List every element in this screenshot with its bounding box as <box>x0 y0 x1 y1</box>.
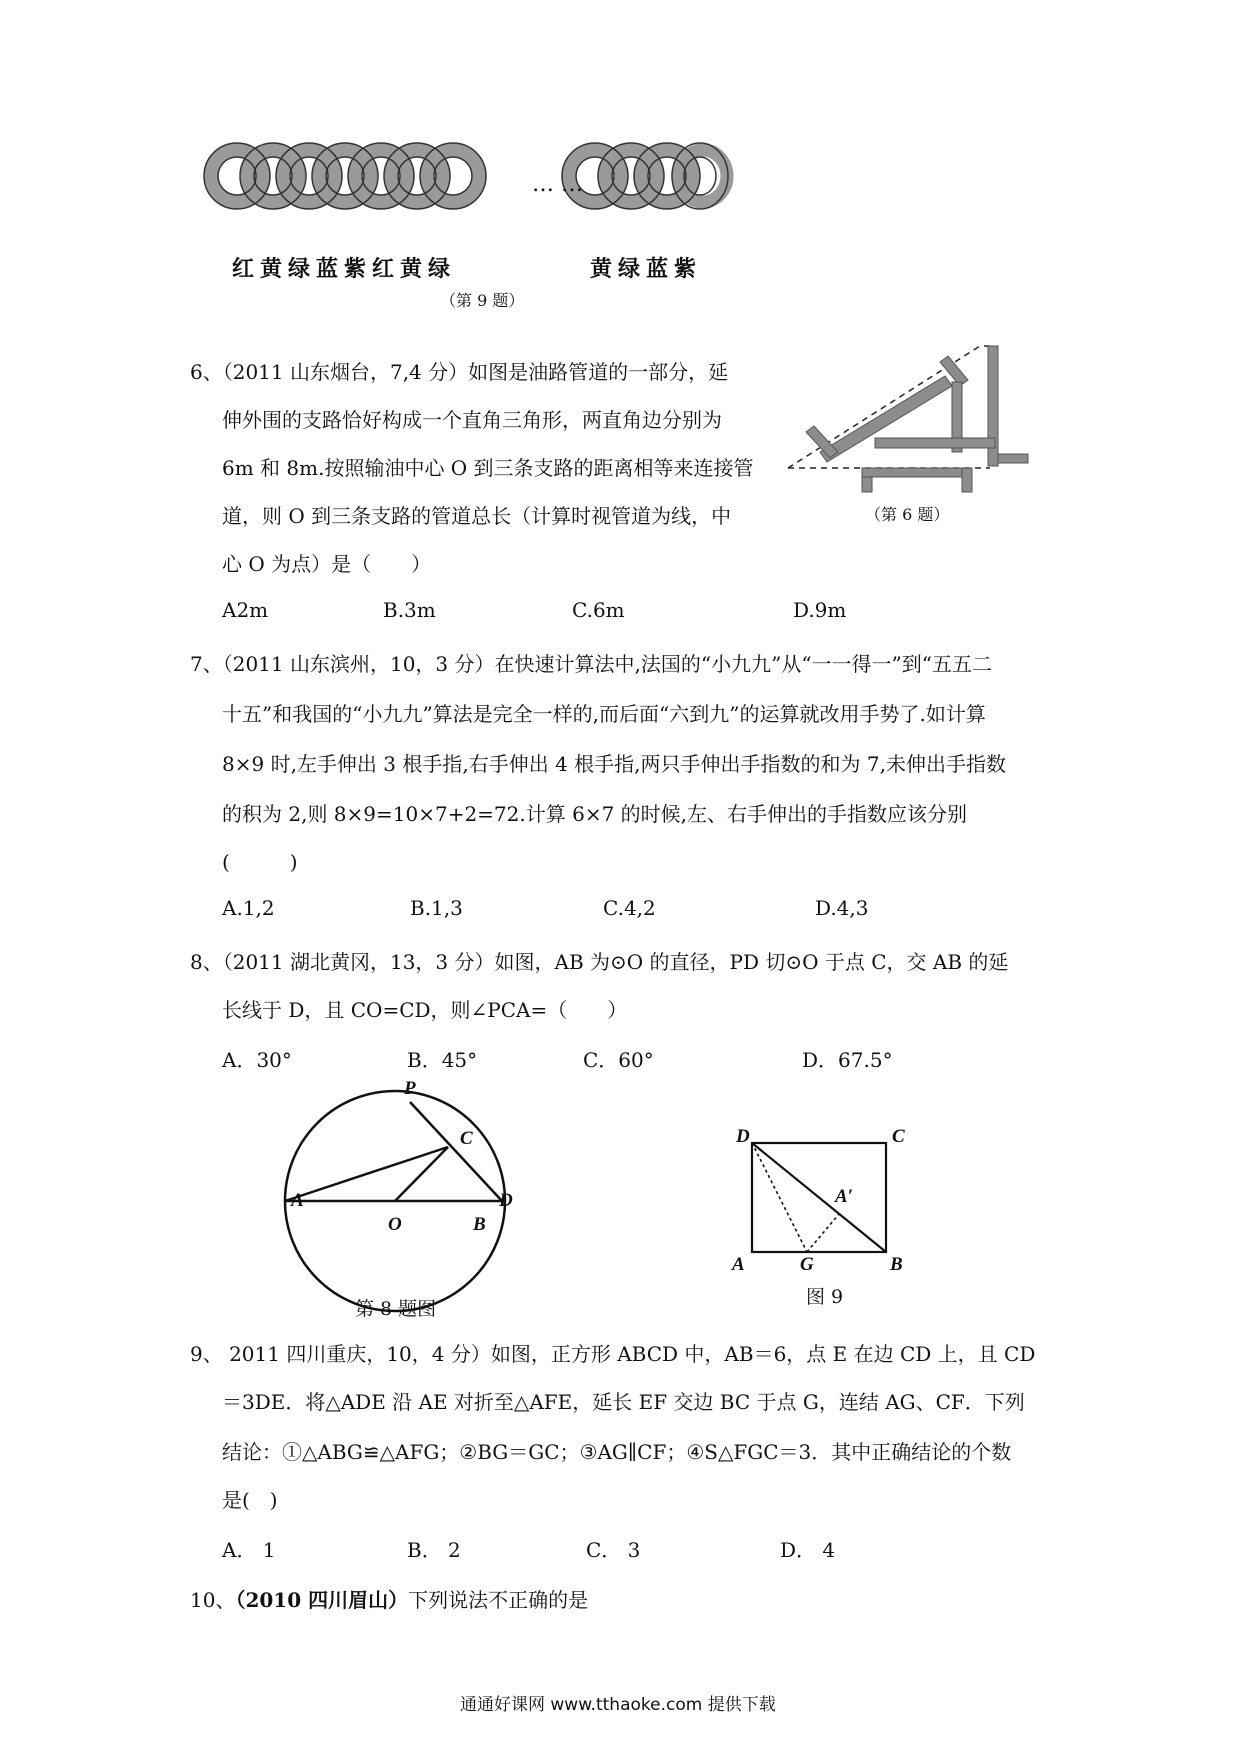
fig9-caption: 图 9 <box>806 1286 844 1308</box>
rings-dots: … … <box>532 172 583 197</box>
rings-figure <box>200 140 730 220</box>
q9-option-c: C． 3 <box>586 1538 641 1562</box>
q8-option-b: B．45° <box>407 1048 478 1072</box>
fig9-label-a: A <box>732 1254 745 1275</box>
pipeline-figure <box>780 340 1040 524</box>
q9-option-b: B． 2 <box>407 1538 461 1562</box>
q8-option-a: A．30° <box>222 1048 292 1072</box>
q9-option-d: D． 4 <box>780 1538 836 1562</box>
fig8-label-c: C <box>460 1128 473 1149</box>
q9-option-a: A． 1 <box>222 1538 276 1562</box>
q8-option-d: D．67.5° <box>802 1048 893 1072</box>
fig8-label-a: A <box>291 1190 304 1211</box>
pipeline-caption: （第 6 题） <box>865 505 950 524</box>
rings-colors-right: 黄绿蓝紫 <box>590 257 703 282</box>
q6-option-d: D.9m <box>793 598 847 622</box>
fig9-label-d: D <box>736 1126 750 1147</box>
q7-line-3: 8×9 时,左手伸出 3 根手指,右手伸出 4 根手指,两只手伸出手指数的和为 7,未伸出手指数 <box>222 752 1006 776</box>
q7-line-5: ( ) <box>222 850 298 874</box>
q9-line-1: 9、 2011 四川重庆，10，4 分）如图，正方形 ABCD 中，AB＝6，点 E 在边 CD 上，且 CD <box>190 1342 1036 1366</box>
rectangle-figure <box>740 1130 900 1260</box>
q6-option-a: A2m <box>222 598 269 622</box>
q9-line-4: 是( ) <box>222 1488 278 1512</box>
fig8-caption: 第 8 题图 <box>355 1298 437 1320</box>
circle-figure <box>280 1075 530 1295</box>
q7-option-c: C.4,2 <box>603 896 656 920</box>
q8-option-c: C．60° <box>583 1048 654 1072</box>
q10-text: 下列说法不正确的是 <box>408 1588 589 1612</box>
q7-line-1: 7、（2011 山东滨州，10，3 分）在快速计算法中,法国的“小九九”从“一一得一”到“五五二 <box>190 652 992 676</box>
fig9-label-b: B <box>890 1254 903 1275</box>
q6-line-4: 道，则 O 到三条支路的管道总长（计算时视管道为线，中 <box>222 504 732 528</box>
q10-source: （2010 四川眉山） <box>235 1588 409 1612</box>
fig9-label-g: G <box>800 1254 814 1275</box>
q7-option-a: A.1,2 <box>222 896 275 920</box>
q8-line-1: 8、（2011 湖北黄冈，13，3 分）如图，AB 为⊙O 的直径，PD 切⊙O 于点 C，交 AB 的延 <box>190 950 1009 974</box>
q7-line-2: 十五”和我国的“小九九”算法是完全一样的,而后面“六到九”的运算就改用手势了.如计算 <box>222 702 986 726</box>
q7-line-4: 的积为 2,则 8×9=10×7+2=72.计算 6×7 的时候,左、右手伸出的手指数应该分别 <box>222 802 968 826</box>
q9-line-3: 结论：①△ABG≌△AFG；②BG＝GC；③AG∥CF；④S△FGC＝3．其中正确结论的个数 <box>222 1440 1012 1464</box>
q8-line-2: 长线于 D，且 CO=CD，则∠PCA=（ ） <box>222 998 628 1022</box>
fig8-label-d: D <box>499 1190 513 1211</box>
rings-caption: （第 9 题） <box>440 291 525 310</box>
fig8-label-o: O <box>388 1214 402 1235</box>
q6-option-c: C.6m <box>572 598 625 622</box>
q6-line-1: 6、（2011 山东烟台，7,4 分）如图是油路管道的一部分，延 <box>190 360 729 384</box>
q7-option-d: D.4,3 <box>815 896 869 920</box>
fig9-label-c: C <box>892 1126 905 1147</box>
fig9-label-a-prime: A′ <box>835 1186 854 1207</box>
q6-option-b: B.3m <box>383 598 436 622</box>
q6-line-3: 6m 和 8m.按照输油中心 O 到三条支路的距离相等来连接管 <box>222 456 754 480</box>
q10-number: 10、 <box>190 1588 236 1612</box>
question-10 <box>190 1584 588 1613</box>
rings-colors-left: 红黄绿蓝紫红黄绿 <box>232 257 457 282</box>
fig8-label-p: P <box>404 1078 416 1099</box>
q9-line-2: ＝3DE．将△ADE 沿 AE 对折至△AFE，延长 EF 交边 BC 于点 G，连结 AG、CF．下列 <box>222 1390 1025 1414</box>
q6-line-2: 伸外围的支路恰好构成一个直角三角形，两直角边分别为 <box>222 408 722 432</box>
q6-line-5: 心 O 为点）是（ ） <box>222 552 432 576</box>
fig8-label-b: B <box>473 1214 486 1235</box>
q7-option-b: B.1,3 <box>410 896 463 920</box>
page-footer: 通通好课网 www.tthaoke.com 提供下载 <box>460 1695 776 1715</box>
